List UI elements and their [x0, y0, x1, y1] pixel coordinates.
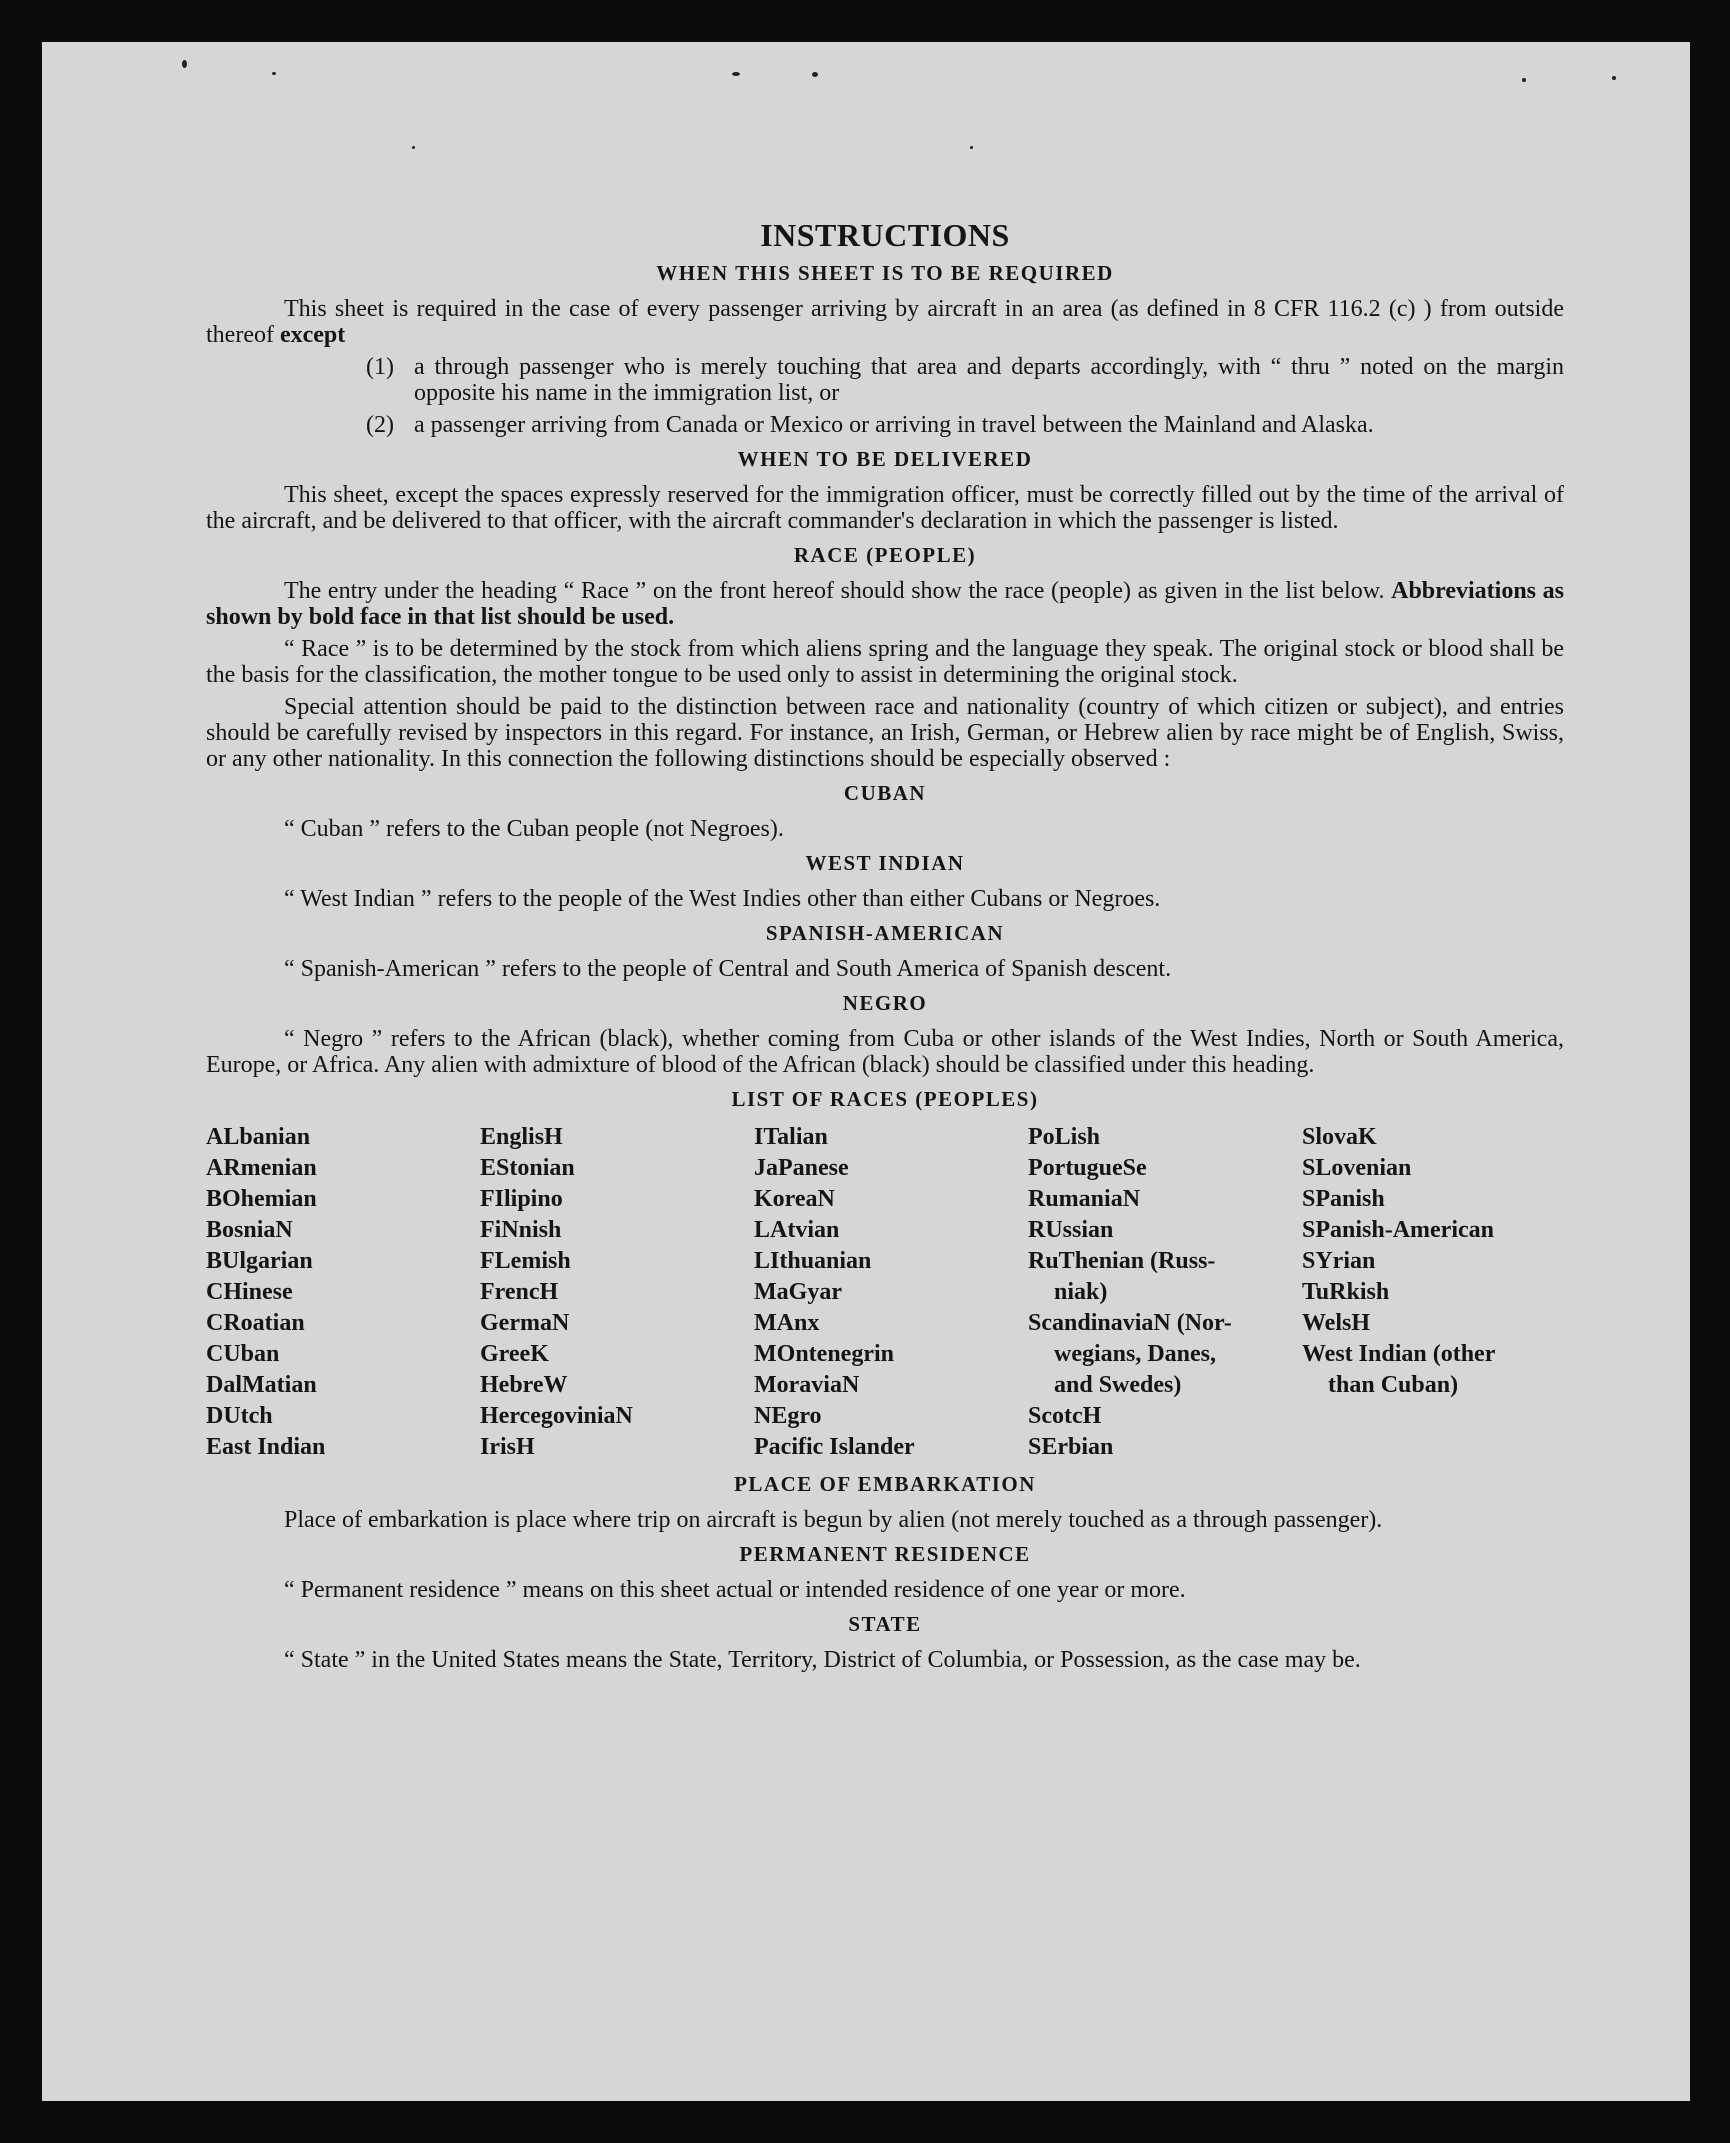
race-entry: East Indian [206, 1434, 326, 1460]
heading-list-of-races: LIST OF RACES (PEOPLES) [731, 1087, 1039, 1111]
races-column-2 [480, 1122, 754, 1463]
race-entry: SlovaK [1302, 1124, 1377, 1150]
speck [412, 146, 415, 149]
race-entry: FrencH [480, 1279, 559, 1305]
race-entry: PoLish [1028, 1124, 1101, 1150]
race-entry: wegians, Danes, [1054, 1341, 1217, 1367]
speck [272, 72, 276, 75]
race-entry: WelsH [1302, 1310, 1371, 1336]
heading-when-required: WHEN THIS SHEET IS TO BE REQUIRED [656, 261, 1114, 285]
permanent-residence-text: “ Permanent residence ” means on this sheet actual or intended residence of one year or more. [284, 1577, 1186, 1603]
races-column-4 [1028, 1122, 1302, 1463]
heading-permanent-residence: PERMANENT RESIDENCE [739, 1542, 1031, 1566]
race-entry: MoraviaN [754, 1372, 860, 1398]
speck [1612, 76, 1616, 80]
race-entry: SLovenian [1302, 1155, 1412, 1181]
heading-embarkation: PLACE OF EMBARKATION [734, 1472, 1036, 1496]
race-entry: MaGyar [754, 1279, 842, 1305]
race-entry: MOntenegrin [754, 1341, 894, 1367]
race-para-1: The entry under the heading “ Race ” on the front hereof should show the race (people) as given in the list below. Abbreviations as shown by bold face in that list should be used. [206, 578, 1564, 630]
race-entry: CUban [206, 1341, 280, 1367]
cuban-text: “ Cuban ” refers to the Cuban people (not Negroes). [284, 816, 784, 842]
race-entry: FIlipino [480, 1186, 563, 1212]
document-page [42, 42, 1690, 2101]
race-entry: CHinese [206, 1279, 293, 1305]
races-column-1 [206, 1122, 480, 1463]
list-item: (1) a through passenger who is merely touching that area and departs accordingly, with “ thru ” noted on the margin opposite his name in the immigration list, or [366, 354, 1564, 406]
state-text: “ State ” in the United States means the State, Territory, District of Columbia, or Possession, as the case may be. [284, 1647, 1361, 1673]
races-column-3 [754, 1122, 1028, 1463]
race-entry: SYrian [1302, 1248, 1376, 1274]
race-entry: RuThenian (Russ- [1028, 1248, 1216, 1274]
races-table [206, 1122, 1564, 1463]
race-entry: Pacific Islander [754, 1434, 915, 1460]
race-entry: GermaN [480, 1310, 570, 1336]
page-title: INSTRUCTIONS [760, 217, 1010, 253]
race-entry: GreeK [480, 1341, 549, 1367]
race-entry: RumaniaN [1028, 1186, 1141, 1212]
race-entry: ITalian [754, 1124, 828, 1150]
heading-when-delivered: WHEN TO BE DELIVERED [737, 447, 1033, 471]
list-item: (2) a passenger arriving from Canada or Mexico or arriving in travel between the Mainland and Alaska. [366, 412, 1374, 438]
race-entry: ALbanian [206, 1124, 311, 1150]
race-entry: DUtch [206, 1403, 273, 1429]
race-entry: FiNnish [480, 1217, 562, 1243]
race-entry: niak) [1054, 1279, 1108, 1305]
race-entry: EStonian [480, 1155, 575, 1181]
race-entry: HercegoviniaN [480, 1403, 633, 1429]
when-required-intro: This sheet is required in the case of every passenger arriving by aircraft in an area (as defined in 8 CFR 116.2 (c) ) from outside thereof except [206, 296, 1564, 348]
speck [1522, 78, 1526, 82]
race-entry: KoreaN [754, 1186, 835, 1212]
race-entry: IrisH [480, 1434, 535, 1460]
race-entry: MAnx [754, 1310, 820, 1336]
heading-negro: NEGRO [842, 991, 928, 1015]
race-entry: LIthuanian [754, 1248, 872, 1274]
speck [732, 72, 740, 76]
race-entry: ScotcH [1028, 1403, 1102, 1429]
race-entry: SPanish-American [1302, 1217, 1494, 1243]
negro-text: “ Negro ” refers to the African (black), whether coming from Cuba or other islands of the West Indies, North or South America, Europe, or Africa. Any alien with admixture of blood of the African (black) should be classified under this heading. [206, 1026, 1564, 1078]
race-entry: NEgro [754, 1403, 822, 1429]
instructions-content [206, 172, 1564, 1679]
race-entry: EnglisH [480, 1124, 563, 1150]
when-delivered-text: This sheet, except the spaces expressly reserved for the immigration officer, must be correctly filled out by the time of the arrival of the aircraft, and be delivered to that officer, with the aircraft commander's declaration in which the passenger is listed. [206, 482, 1564, 534]
race-entry: TuRkish [1302, 1279, 1390, 1305]
race-para-3: Special attention should be paid to the distinction between race and nationality (country of which citizen or subject), and entries should be carefully revised by inspectors in this regard. For instance, an Irish, German, or Hebrew alien by race might be of English, Swiss, or any other nationality. In this connection the following distinctions should be especially observed : [206, 694, 1564, 772]
race-entry: RUssian [1028, 1217, 1114, 1243]
heading-race: RACE (PEOPLE) [793, 543, 977, 567]
race-entry: BOhemian [206, 1186, 317, 1212]
race-entry: HebreW [480, 1372, 568, 1398]
race-entry: West Indian (other [1302, 1341, 1496, 1367]
race-entry: than Cuban) [1328, 1372, 1459, 1398]
heading-state: STATE [848, 1612, 922, 1636]
race-entry: BUlgarian [206, 1248, 313, 1274]
race-entry: FLemish [480, 1248, 571, 1274]
race-entry: CRoatian [206, 1310, 305, 1336]
heading-spanish-american: SPANISH-AMERICAN [765, 921, 1005, 945]
race-entry: SErbian [1028, 1434, 1114, 1460]
speck [812, 72, 818, 77]
race-entry: LAtvian [754, 1217, 840, 1243]
spanish-american-text: “ Spanish-American ” refers to the people of Central and South America of Spanish descent. [284, 956, 1172, 982]
race-entry: and Swedes) [1054, 1372, 1182, 1398]
race-para-2: “ Race ” is to be determined by the stock from which aliens spring and the language they speak. The original stock or blood shall be the basis for the classification, the mother tongue to be used only to assist in determining the original stock. [206, 636, 1564, 688]
heading-cuban: CUBAN [843, 781, 927, 805]
speck [182, 60, 187, 68]
speck [970, 146, 973, 149]
embarkation-text: Place of embarkation is place where trip on aircraft is begun by alien (not merely touched as a through passenger). [284, 1507, 1383, 1533]
race-entry: PortugueSe [1028, 1155, 1147, 1181]
race-entry: DalMatian [206, 1372, 317, 1398]
race-entry: ARmenian [206, 1155, 317, 1181]
heading-west-indian: WEST INDIAN [805, 851, 965, 875]
race-entry: ScandinaviaN (Nor- [1028, 1310, 1232, 1336]
race-entry: SPanish [1302, 1186, 1385, 1212]
race-entry: BosniaN [206, 1217, 293, 1243]
races-column-5 [1302, 1122, 1576, 1463]
race-entry: JaPanese [754, 1155, 849, 1181]
west-indian-text: “ West Indian ” refers to the people of the West Indies other than either Cubans or Negroes. [284, 886, 1161, 912]
